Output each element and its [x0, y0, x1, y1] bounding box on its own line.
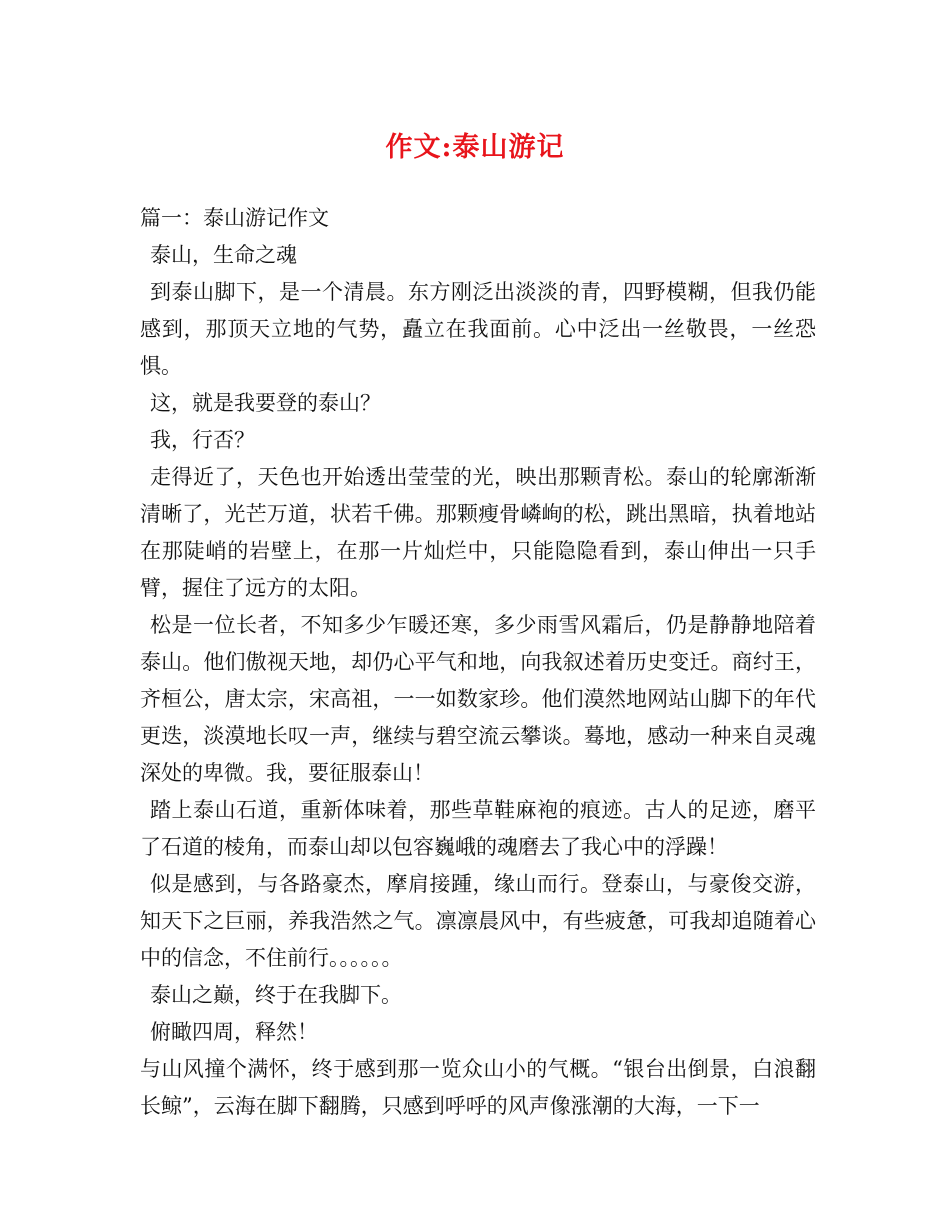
paragraph: 泰山之巅，终于在我脚下。 — [150, 983, 402, 1007]
paragraph: 似是感到，与各路豪杰，摩肩接踵，缘山而行。登泰山，与豪俊交游，知天下之巨丽，养我浩然之气。凛凛晨风中，有些疲惫，可我却追随着心中的信念，不住前行。。。。。。 — [140, 872, 816, 970]
paragraph: 这，就是我要登的泰山？ — [150, 391, 381, 415]
paragraph: 我，行否？ — [150, 428, 255, 452]
document-title: 作文:泰山游记 — [385, 132, 565, 163]
paragraph: 俯瞰四周，释然！ — [150, 1020, 318, 1044]
paragraph: 踏上泰山石道，重新体味着，那些草鞋麻袍的痕迹。古人的足迹，磨平了石道的棱角，而泰山却以包容巍峨的魂磨去了我心中的浮躁！ — [140, 798, 816, 859]
paragraph: 松是一位长者，不知多少乍暖还寒，多少雨雪风霜后，仍是静静地陪着泰山。他们傲视天地，却仍心平气和地，向我叙述着历史变迁。商纣王，齐桓公，唐太宗，宋高祖，一一如数家珍。他们漠然地网站山脚下的年代更迭，淡漠地长叹一声，继续与碧空流云攀谈。蓦地，感动一种来自灵魂深处的卑微。我，要征服泰山！ — [140, 613, 816, 785]
paragraph: 与山风撞个满怀，终于感到那一览众山小的气概。“银台出倒景，白浪翻长鲸”，云海在脚下翻腾，只感到呼呼的风声像涨潮的大海，一下一 — [140, 1057, 816, 1118]
document-body — [140, 200, 816, 1125]
paragraph: 到泰山脚下，是一个清晨。东方刚泛出淡淡的青，四野模糊，但我仍能感到，那顶天立地的气势，矗立在我面前。心中泛出一丝敬畏，一丝恐惧。 — [140, 280, 816, 378]
paragraph: 泰山，生命之魂 — [150, 243, 297, 267]
paragraph: 篇一：泰山游记作文 — [140, 206, 329, 230]
paragraph: 走得近了，天色也开始透出莹莹的光，映出那颗青松。泰山的轮廓渐渐清晰了，光芒万道，状若千佛。那颗瘦骨嶙峋的松，跳出黑暗，执着地站在那陡峭的岩壁上，在那一片灿烂中，只能隐隐看到，泰山伸出一只手臂，握住了远方的太阳。 — [140, 465, 816, 600]
